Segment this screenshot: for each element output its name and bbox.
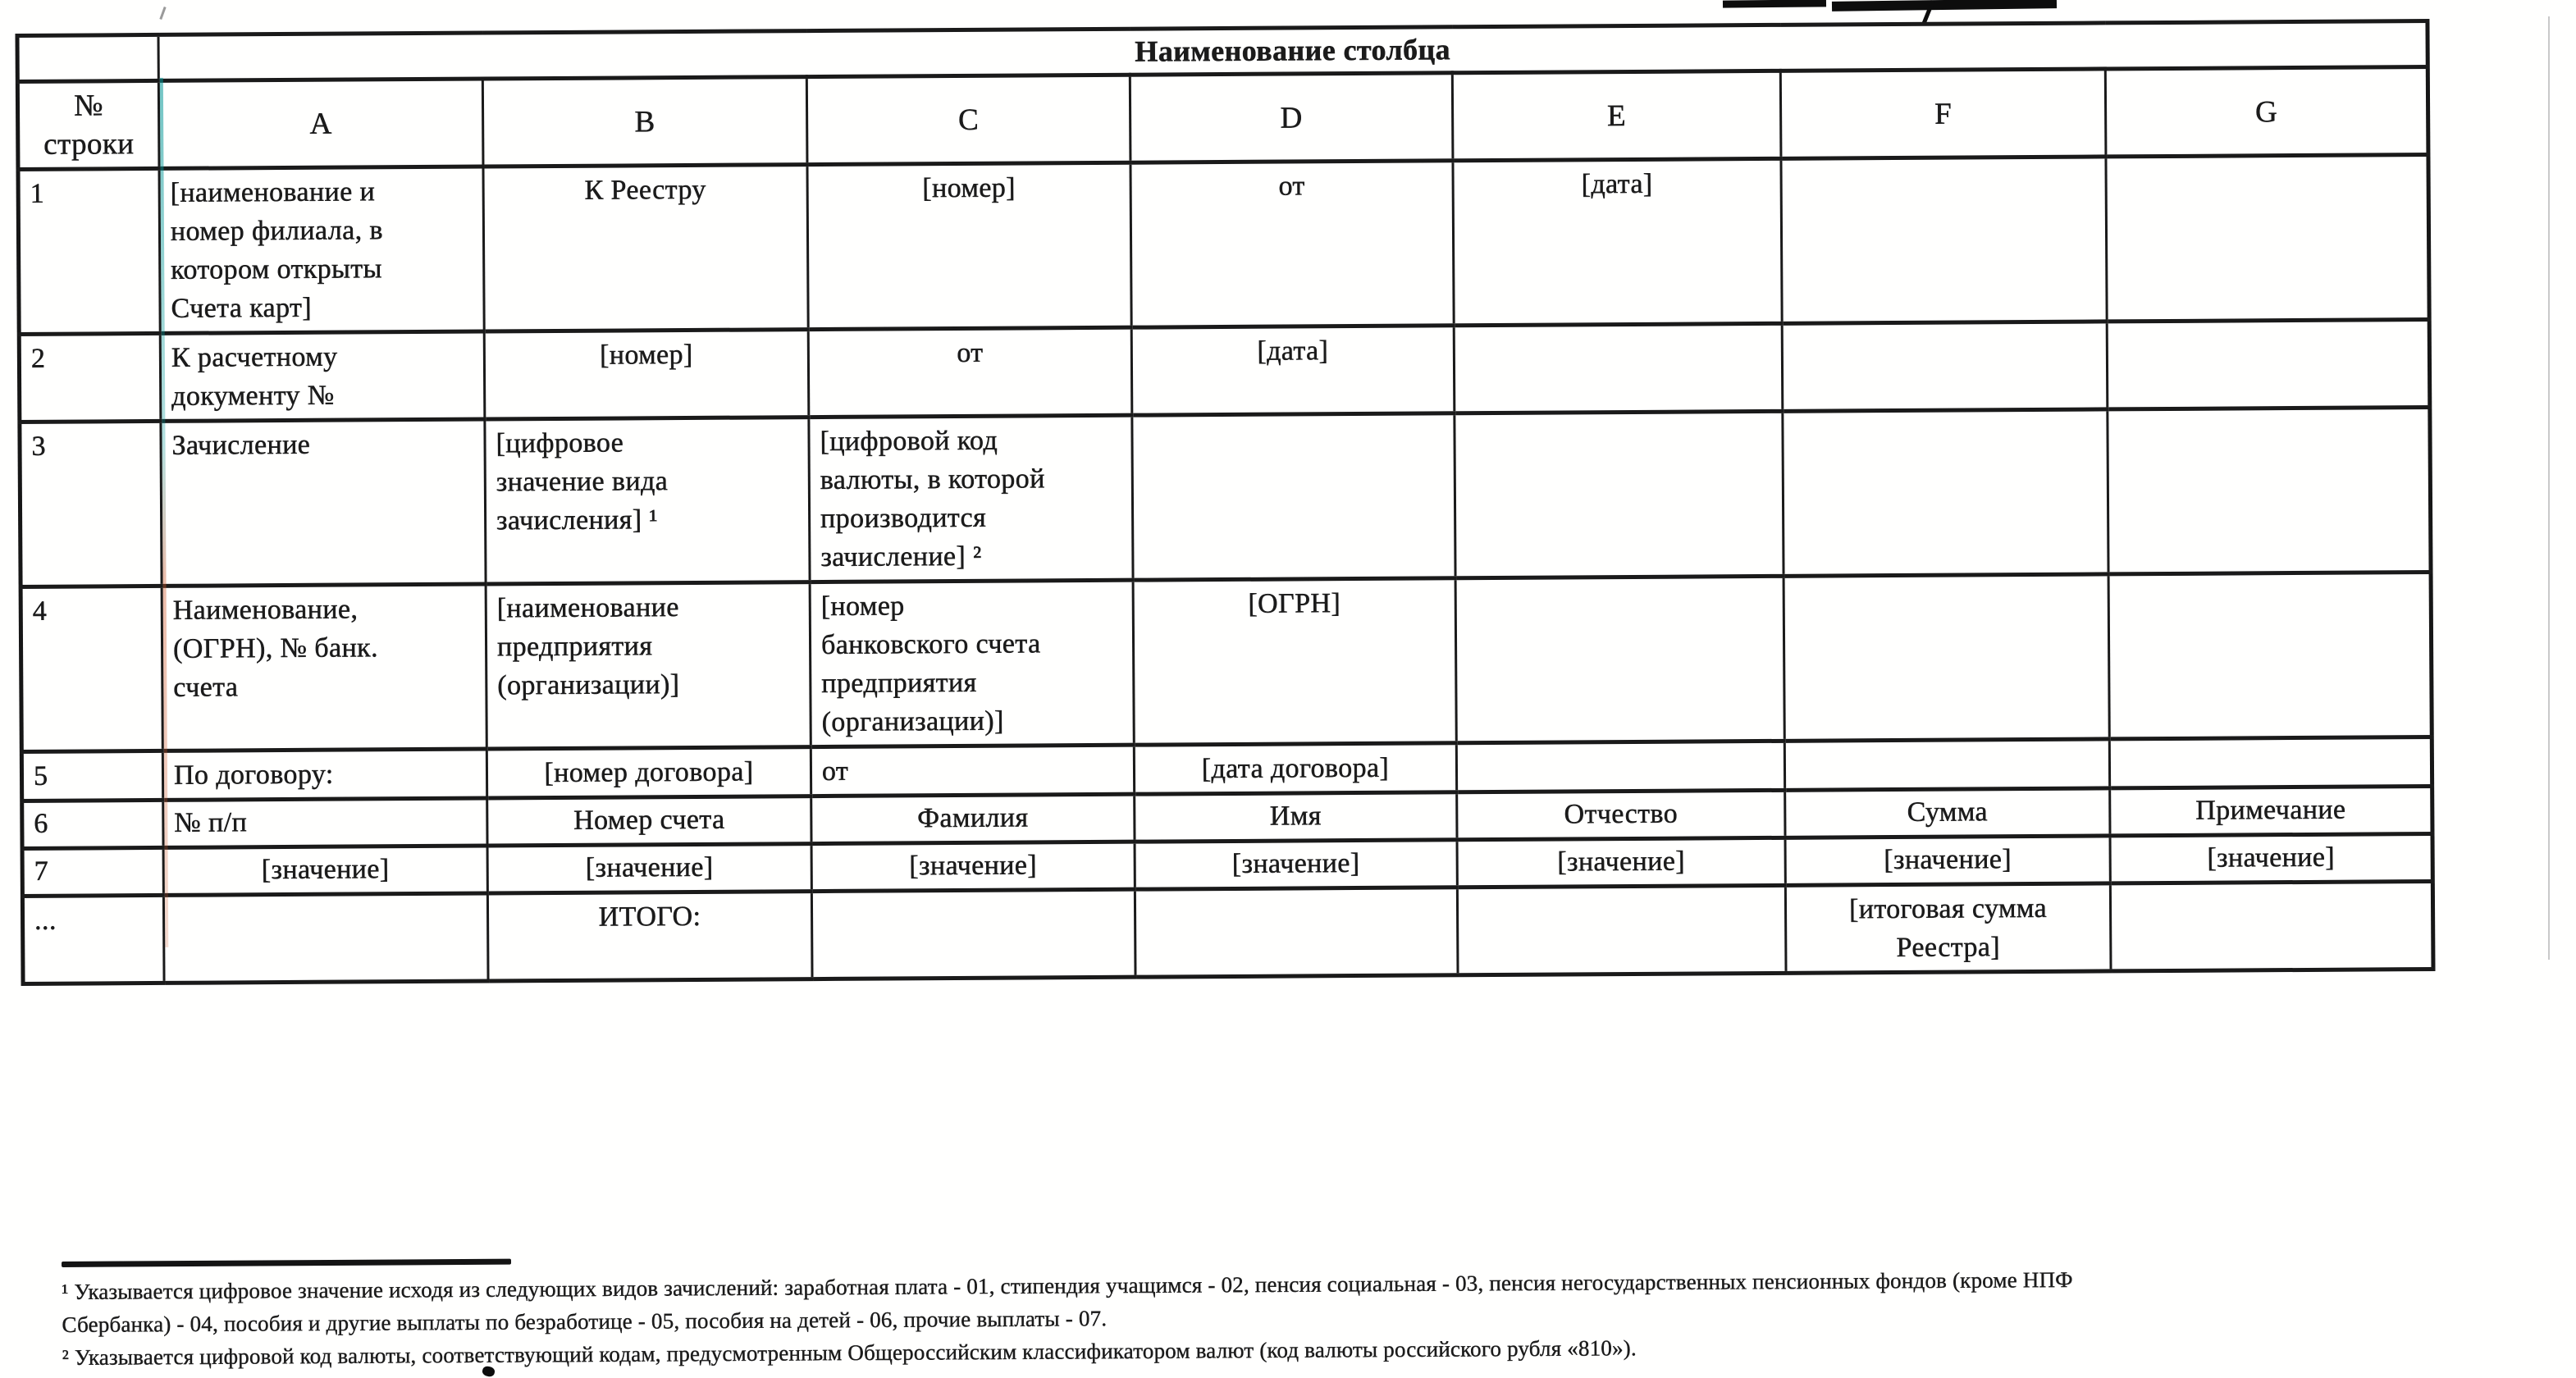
footnote-1-line-1: ¹ Указывается цифровое значение исходя из следующих видов зачислений: заработная плата - 01, стипендия учащимся - 02, пенсия социальная - 03, пенсия негосударственных пенсионных фондов (кроме НПФ bbox=[62, 1267, 2073, 1304]
cell-8-C bbox=[811, 889, 1135, 979]
column-letter-e: E bbox=[1452, 71, 1781, 160]
cell-5-A: По договору: bbox=[162, 749, 486, 800]
row-number-4: 4 bbox=[21, 586, 162, 751]
cell-5-F bbox=[1784, 739, 2109, 790]
cell-1-G bbox=[2106, 155, 2429, 322]
cell-3-F bbox=[1783, 409, 2108, 576]
column-letter-b: B bbox=[482, 77, 807, 167]
footnote-1-line-2: Сбербанка) - 04, пособия и другие выплаты по безработице - 05, пособия на детей - 06, прочие выплаты - 07. bbox=[62, 1306, 1108, 1337]
cell-5-C: от bbox=[811, 745, 1134, 796]
cell-3-B: [цифровое значение вида зачисления] ¹ bbox=[485, 418, 810, 584]
cell-7-F: [значение] bbox=[1785, 836, 2110, 885]
cell-6-A: № п/п bbox=[163, 798, 487, 847]
cell-2-A: К расчетному документу № bbox=[160, 331, 485, 421]
corner-cell bbox=[17, 34, 158, 81]
cell-4-C: [номер банковского счета предприятия (организации)] bbox=[810, 580, 1134, 746]
cell-6-E: Отчество bbox=[1457, 790, 1785, 839]
column-letter-c: C bbox=[806, 75, 1130, 164]
column-letter-f: F bbox=[1780, 69, 2106, 158]
cell-7-G: [значение] bbox=[2110, 834, 2432, 883]
table-row-4 bbox=[21, 573, 2432, 752]
cell-7-D: [значение] bbox=[1135, 840, 1457, 889]
cell-3-C: [цифровой код валюты, в которой производится зачисление] ² bbox=[809, 415, 1133, 582]
row-number-2: 2 bbox=[19, 333, 161, 422]
row-number-1: 1 bbox=[18, 168, 160, 334]
cell-4-A: Наименование, (ОГРН), № банк. счета bbox=[162, 584, 486, 751]
row-number-3: 3 bbox=[20, 421, 162, 586]
cell-6-F: Сумма bbox=[1785, 788, 2110, 837]
cell-2-G bbox=[2107, 320, 2430, 409]
cell-7-C: [значение] bbox=[811, 842, 1135, 891]
row-number-header: № строки bbox=[17, 80, 159, 169]
table-row-1 bbox=[18, 155, 2429, 335]
cell-2-F bbox=[1782, 322, 2108, 411]
scan-artifact-bar bbox=[1723, 0, 1826, 8]
row-number-6: 6 bbox=[22, 800, 163, 848]
table-row-2 bbox=[19, 320, 2430, 422]
footnote-2: ² Указывается цифровой код валюты, соответствующий кодам, предусмотренным Общероссийским классификатором валют (код валюты российского рубля «810»). bbox=[62, 1335, 1637, 1370]
footnote-separator-line bbox=[62, 1259, 511, 1267]
cell-3-G bbox=[2108, 408, 2431, 574]
cell-7-E: [значение] bbox=[1457, 837, 1785, 887]
table-row-3 bbox=[20, 408, 2431, 587]
cell-4-G bbox=[2108, 573, 2432, 739]
scan-edge-line bbox=[2548, 16, 2550, 960]
cell-2-C: от bbox=[808, 327, 1132, 417]
cell-4-E bbox=[1455, 576, 1784, 742]
cell-6-G: Примечание bbox=[2110, 787, 2432, 836]
cell-2-D: [дата] bbox=[1131, 326, 1455, 415]
cell-1-B: К Реестру bbox=[483, 165, 808, 331]
cell-8-B: ИТОГО: bbox=[487, 892, 812, 981]
cell-8-F: [итоговая сумма Реестра] bbox=[1785, 883, 2111, 973]
cell-1-D: от bbox=[1130, 161, 1454, 327]
row-number-5: 5 bbox=[21, 751, 162, 801]
table-row-ellipsis bbox=[22, 882, 2433, 984]
column-letter-d: D bbox=[1130, 73, 1453, 162]
cell-4-B: [наименование предприятия (организации)] bbox=[486, 582, 811, 749]
cell-2-E bbox=[1454, 323, 1783, 413]
row-number-ellipsis: ... bbox=[22, 895, 164, 983]
cell-7-A: [значение] bbox=[163, 846, 487, 895]
cell-5-D: [дата договора] bbox=[1134, 743, 1456, 794]
row-number-7: 7 bbox=[22, 847, 163, 896]
column-letter-a: A bbox=[158, 79, 483, 168]
cell-6-B: Номер счета bbox=[487, 796, 811, 846]
cell-7-B: [значение] bbox=[487, 844, 811, 893]
cell-8-E bbox=[1457, 885, 1786, 974]
cell-3-D bbox=[1132, 413, 1455, 580]
cell-8-D bbox=[1135, 887, 1458, 977]
cell-4-F bbox=[1784, 574, 2109, 741]
scan-artifact-bar bbox=[1832, 0, 2057, 11]
cell-5-E bbox=[1456, 741, 1784, 792]
cell-3-A: Зачисление bbox=[161, 419, 486, 586]
cell-4-D: [ОГРН] bbox=[1133, 578, 1456, 745]
register-table-wrapper bbox=[15, 19, 2435, 986]
register-table bbox=[15, 19, 2435, 986]
column-letter-g: G bbox=[2105, 67, 2428, 157]
cell-1-E: [дата] bbox=[1453, 158, 1782, 325]
cell-5-B: [номер договора] bbox=[486, 747, 811, 798]
cell-1-F bbox=[1781, 157, 2107, 323]
cell-5-G bbox=[2109, 737, 2432, 788]
cell-6-C: Фамилия bbox=[811, 794, 1135, 843]
cell-8-A bbox=[163, 893, 488, 983]
scan-artifact-tick bbox=[159, 7, 166, 20]
cell-3-E bbox=[1455, 411, 1784, 577]
cell-1-A: [наименование и номер филиала, в котором открыты Счета карт] bbox=[159, 167, 484, 333]
cell-6-D: Имя bbox=[1135, 792, 1457, 842]
column-letters-row bbox=[17, 67, 2428, 170]
cell-1-C: [номер] bbox=[807, 162, 1131, 329]
cell-2-B: [номер] bbox=[484, 330, 809, 419]
cell-8-G bbox=[2110, 882, 2433, 971]
footnotes bbox=[62, 1246, 2573, 1374]
table-title-cell: Наименование столбца bbox=[158, 21, 2428, 81]
